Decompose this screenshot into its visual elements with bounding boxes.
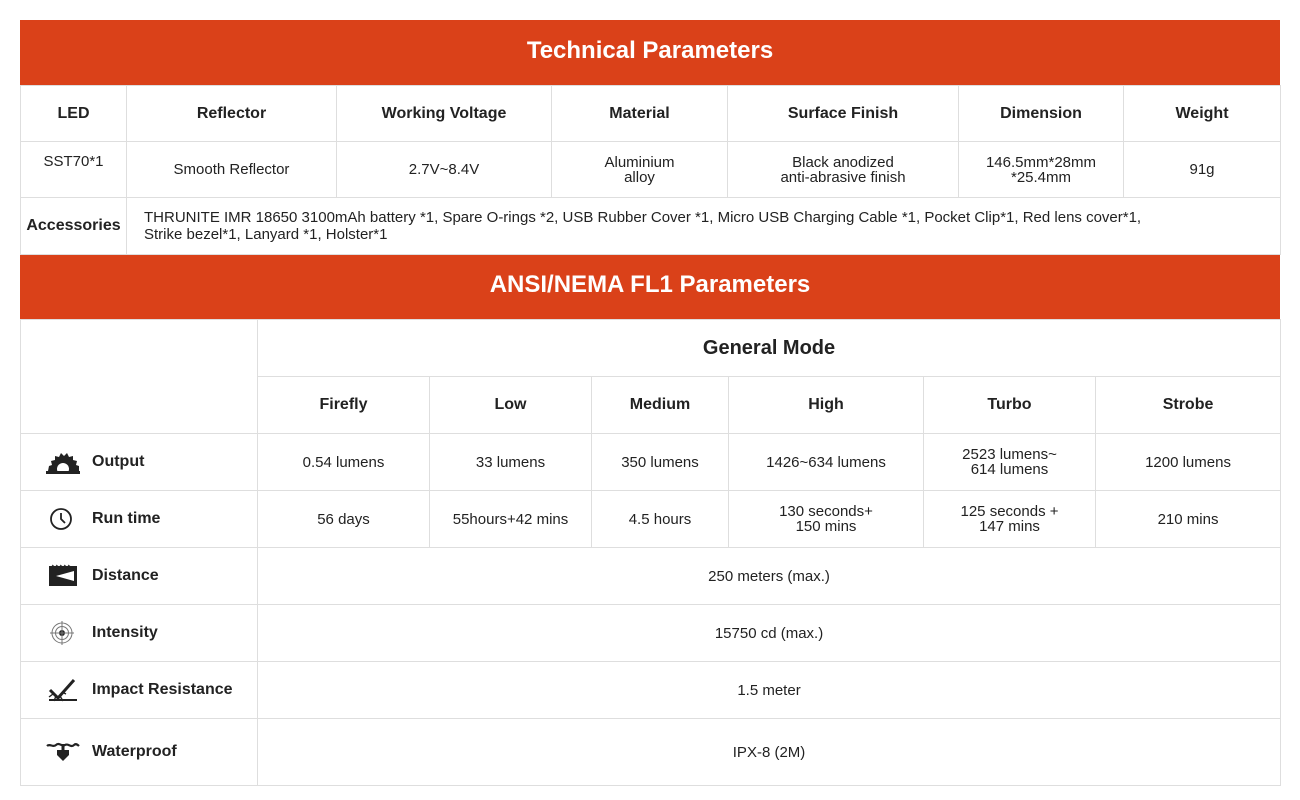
finish-line-2: anti-abrasive finish bbox=[780, 168, 906, 186]
output-medium: 350 lumens bbox=[592, 434, 729, 491]
header-material: Material bbox=[552, 86, 728, 142]
output-low: 33 lumens bbox=[430, 434, 592, 491]
gear-icon bbox=[46, 450, 80, 474]
runtime-row bbox=[21, 491, 1281, 548]
intensity-row bbox=[21, 605, 1281, 662]
mode-high: High bbox=[729, 377, 924, 434]
impact-label-cell bbox=[21, 662, 258, 719]
intensity-label: Intensity bbox=[92, 624, 158, 641]
clock-icon bbox=[46, 507, 80, 531]
runtime-high bbox=[729, 491, 924, 548]
mode-firefly: Firefly bbox=[258, 377, 430, 434]
runtime-medium: 4.5 hours bbox=[592, 491, 729, 548]
waterproof-label-cell bbox=[21, 719, 258, 786]
header-reflector: Reflector bbox=[127, 86, 337, 142]
accessories-row bbox=[21, 198, 1281, 255]
output-label-cell bbox=[21, 434, 258, 491]
technical-parameters-banner bbox=[20, 20, 1280, 85]
general-mode-heading: General Mode bbox=[258, 320, 1281, 377]
technical-values-row bbox=[21, 142, 1281, 198]
mode-strobe: Strobe bbox=[1096, 377, 1281, 434]
impact-label: Impact Resistance bbox=[92, 681, 233, 698]
header-surface-finish: Surface Finish bbox=[728, 86, 959, 142]
material-line-2: alloy bbox=[624, 168, 655, 186]
ansi-parameters-table bbox=[20, 319, 1281, 786]
intensity-value: 15750 cd (max.) bbox=[258, 605, 1281, 662]
output-label: Output bbox=[92, 453, 145, 470]
runtime-label: Run time bbox=[92, 510, 161, 527]
impact-value: 1.5 meter bbox=[258, 662, 1281, 719]
runtime-turbo bbox=[924, 491, 1096, 548]
mode-medium: Medium bbox=[592, 377, 729, 434]
runtime-label-cell bbox=[21, 491, 258, 548]
distance-icon bbox=[46, 564, 80, 588]
mode-turbo: Turbo bbox=[924, 377, 1096, 434]
accessories-label: Accessories bbox=[21, 198, 127, 255]
material-line-1: Aluminium bbox=[604, 153, 675, 171]
intensity-label-cell bbox=[21, 605, 258, 662]
value-led: SST70*1 bbox=[21, 142, 127, 198]
value-working-voltage: 2.7V~8.4V bbox=[337, 142, 552, 198]
output-turbo-line-1: 2523 lumens~ bbox=[962, 446, 1057, 463]
target-icon bbox=[46, 621, 80, 645]
output-firefly: 0.54 lumens bbox=[258, 434, 430, 491]
accessories-text bbox=[127, 198, 1281, 255]
runtime-strobe: 210 mins bbox=[1096, 491, 1281, 548]
finish-line-1: Black anodized bbox=[792, 153, 894, 171]
dimension-line-1: 146.5mm*28mm bbox=[985, 153, 1097, 171]
mode-low: Low bbox=[430, 377, 592, 434]
distance-row bbox=[21, 548, 1281, 605]
accessories-line-1: THRUNITE IMR 18650 3100mAh battery *1, Spare O-rings *2, USB Rubber Cover *1, Micro USB Charging Cable *1, Pocket Clip*1, Red lens cover*1, bbox=[144, 209, 1142, 226]
runtime-high-line-1: 130 seconds+ bbox=[779, 503, 873, 520]
header-working-voltage: Working Voltage bbox=[337, 86, 552, 142]
technical-header-row bbox=[21, 86, 1281, 142]
runtime-turbo-line-1: 125 seconds + bbox=[960, 503, 1059, 520]
waterproof-value: IPX-8 (2M) bbox=[258, 719, 1281, 786]
waterproof-row bbox=[21, 719, 1281, 786]
ansi-parameters-banner bbox=[20, 255, 1280, 319]
runtime-low: 55hours+42 mins bbox=[430, 491, 592, 548]
output-high: 1426~634 lumens bbox=[729, 434, 924, 491]
output-row bbox=[21, 434, 1281, 491]
value-dimension bbox=[959, 142, 1124, 198]
runtime-high-line-2: 150 mins bbox=[795, 518, 857, 535]
general-mode-row bbox=[21, 320, 1281, 377]
blank-corner-cell bbox=[21, 320, 258, 434]
technical-parameters-table bbox=[20, 85, 1281, 255]
header-dimension: Dimension bbox=[959, 86, 1124, 142]
accessories-line-2: Strike bezel*1, Lanyard *1, Holster*1 bbox=[144, 226, 388, 243]
technical-parameters-title: Technical Parameters bbox=[526, 37, 774, 64]
runtime-firefly: 56 days bbox=[258, 491, 430, 548]
impact-icon bbox=[46, 678, 80, 702]
runtime-turbo-line-2: 147 mins bbox=[979, 518, 1040, 535]
ansi-parameters-title: ANSI/NEMA FL1 Parameters bbox=[489, 271, 811, 298]
output-strobe: 1200 lumens bbox=[1096, 434, 1281, 491]
distance-label-cell bbox=[21, 548, 258, 605]
output-turbo-line-2: 614 lumens bbox=[970, 461, 1049, 478]
dimension-line-2: *25.4mm bbox=[1010, 168, 1072, 186]
impact-row bbox=[21, 662, 1281, 719]
value-surface-finish bbox=[728, 142, 959, 198]
water-drop-icon bbox=[46, 740, 80, 764]
waterproof-label: Waterproof bbox=[92, 743, 177, 760]
value-material bbox=[552, 142, 728, 198]
distance-value: 250 meters (max.) bbox=[258, 548, 1281, 605]
distance-label: Distance bbox=[92, 567, 159, 584]
header-weight: Weight bbox=[1124, 86, 1281, 142]
spec-sheet bbox=[20, 20, 1280, 786]
header-led: LED bbox=[21, 86, 127, 142]
output-turbo bbox=[924, 434, 1096, 491]
value-reflector: Smooth Reflector bbox=[127, 142, 337, 198]
value-weight: 91g bbox=[1124, 142, 1281, 198]
